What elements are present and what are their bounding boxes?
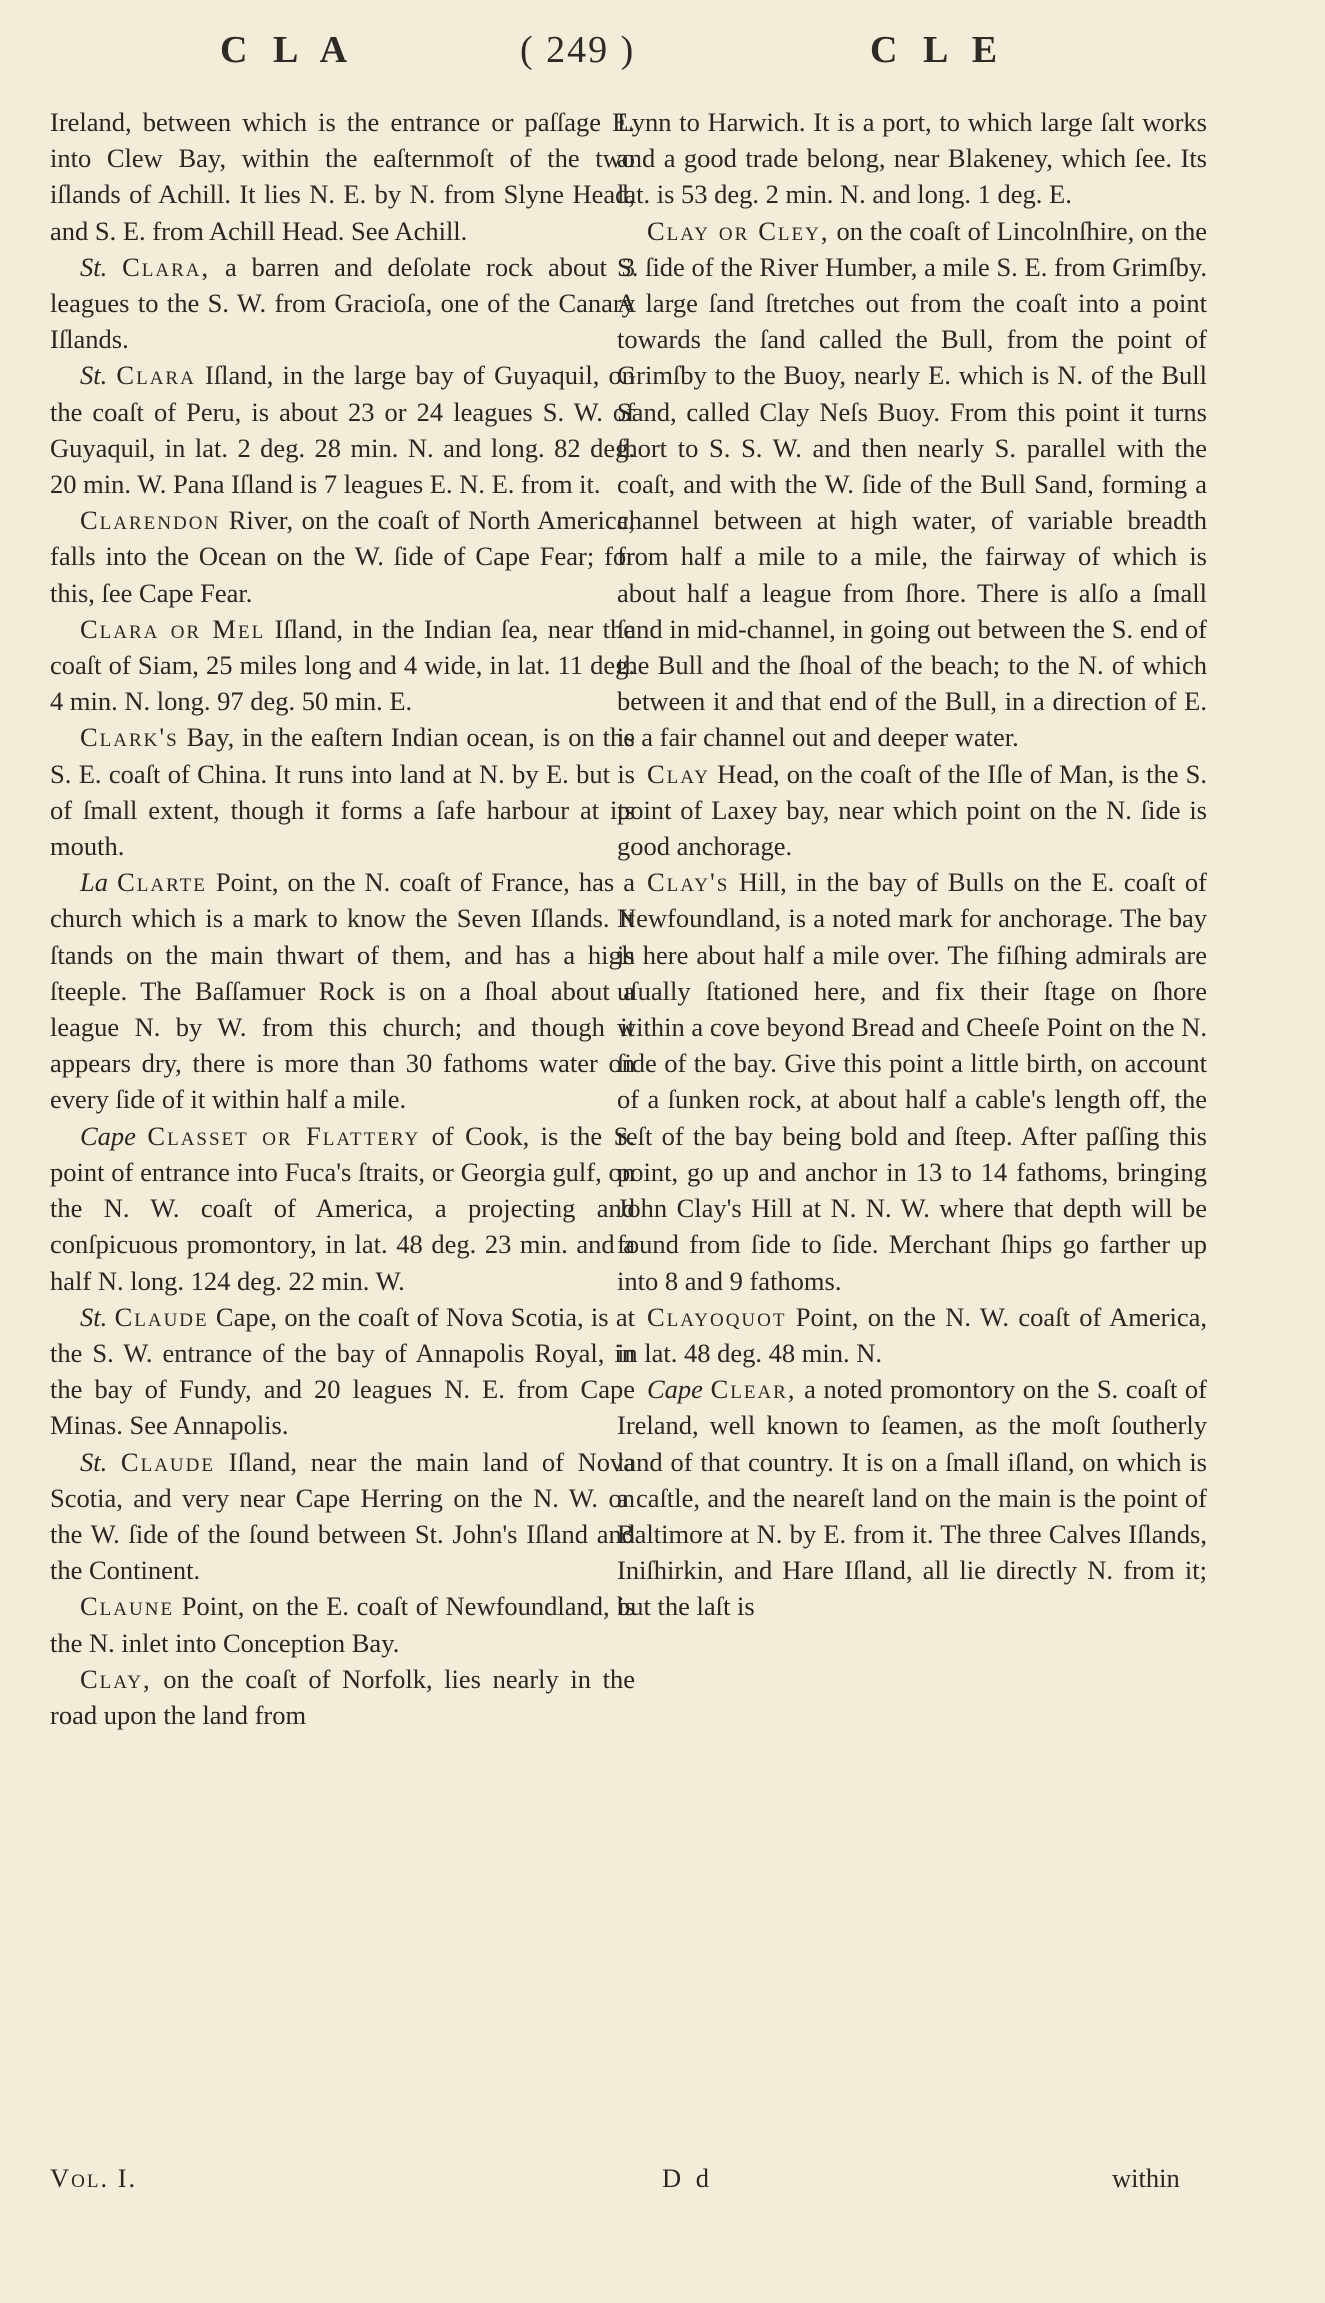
gazetteer-entry (50, 1588, 635, 1660)
header-right-guide: C L E (870, 29, 1006, 71)
entry-headword: Clara or Mel (80, 613, 266, 644)
entry-text: Hill, in the bay of Bulls on the E. coaſt of Newfoundland, is a noted mark for anchorage. The bay is here about half a mile over. The fiſhing admirals are uſually ſtationed here, and fix their ſtage on ſhore within a cove beyond Bread and Cheeſe Point on the N. ſide of the bay. Give this point a little birth, on account of a ſunken rock, at about half a cable's length off, the reſt of the bay being bold and ſteep. After paſſing this point, go up and anchor in 13 to 14 fathoms, bringing John Clay's Hill at N. N. W. where that depth will be found from ſide to ſide. Merchant ſhips go farther up into 8 and 9 fathoms. (617, 867, 1207, 1296)
gazetteer-entry (617, 213, 1207, 756)
gazetteer-entry (50, 357, 635, 502)
entry-text: Ireland, between which is the entrance or paſſage E. into Clew Bay, within the eaſternmoſt of the two iſlands of Achill. It lies N. E. by N. from Slyne Head, and S. E. from Achill Head. See Achill. (50, 107, 635, 246)
entry-headword: Clayoquot (647, 1301, 787, 1332)
volume-mark: Vol. I. (50, 2163, 138, 2193)
entry-text: Iſland, in the large bay of Guyaquil, on the coaſt of Peru, is about 23 or 24 leagues S. W. of Guyaquil, in lat. 2 deg. 28 min. N. and long. 82 deg. 20 min. W. Pana Iſland is 7 leagues E. N. E. from it. (50, 360, 635, 500)
gazetteer-entry (50, 1299, 635, 1444)
entry-text: Cape, on the coaſt of Nova Scotia, is at the S. W. entrance of the bay of Annapolis Royal, in the bay of Fundy, and 20 leagues N. E. from Cape Minas. See Annapolis. (50, 1301, 635, 1441)
entry-headword: Clay's (647, 867, 730, 898)
entry-headword: Clay or Cley, (647, 215, 830, 246)
entry-text: Point, on the N. coaſt of France, has a church which is a mark to know the Seven Iſlands. It ſtands on the main thwart of them, and has a high ſteeple. The Baſſamuer Rock is on a ſhoal about a league N. by W. from this church; and though it appears dry, there is more than 30 fathoms water on every ſide of it within half a mile. (50, 867, 636, 1115)
gazetteer-entry (50, 1444, 635, 1589)
gazetteer-entry (617, 1371, 1207, 1624)
entry-headword: Claude (120, 1446, 215, 1477)
entry-headword: Clara (116, 360, 196, 391)
entry-prefix: Cape (647, 1374, 703, 1405)
entry-headword: Clarendon (80, 505, 221, 536)
gazetteer-entry (50, 249, 635, 358)
entry-text: River, on the coaſt of North America, falls into the Ocean on the W. ſide of Cape Fear; for this, ſee Cape Fear. (50, 505, 635, 608)
entry-text: on the coaſt of Lincolnſhire, on the S. ſide of the River Humber, a mile S. E. from Grimſby. A large ſand ſtretches out from the coaſt into a point towards the ſand called the Bull, from the point of Grimſby to the Buoy, nearly E. which is N. of the Bull Sand, called Clay Neſs Buoy. From this point it turns ſhort to S. S. W. and then nearly S. parallel with the coaſt, and with the W. ſide of the Bull Sand, forming a channel between at high water, of variable breadth from half a mile to a mile, the fairway of which is about half a league from ſhore. There is alſo a ſmall ſand in mid-channel, in going out between the S. end of the Bull and the ſhoal of the beach; to the N. of which between it and that end of the Bull, in a direction of E. is a fair channel out and deeper water. (617, 215, 1208, 753)
entry-text: Iſland, in the Indian ſea, near the coaſt of Siam, 25 miles long and 4 wide, in lat. 11 deg. 4 min. N. long. 97 deg. 50 min. E. (50, 613, 635, 717)
entry-headword: Clara, (122, 251, 211, 282)
entry-prefix: St. (80, 1446, 108, 1477)
entry-headword: Clay (647, 758, 710, 789)
entry-headword: Claune (80, 1591, 175, 1622)
gazetteer-entry (50, 864, 635, 1117)
gazetteer-entry (50, 1661, 635, 1733)
entry-text: Lynn to Harwich. It is a port, to which large ſalt works and a good trade belong, near Blakeney, which ſee. Its lat. is 53 deg. 2 min. N. and long. 1 deg. E. (617, 107, 1207, 210)
gazetteer-entry (50, 502, 635, 611)
catchword: within (1112, 2163, 1180, 2193)
entry-prefix: St. (80, 1301, 108, 1332)
gazetteer-entry (50, 1118, 635, 1299)
entry-text: a barren and deſolate rock about 3 leagues to the S. W. from Gracioſa, one of the Canary Iſlands. (50, 251, 635, 355)
entry-headword: Clear, (710, 1374, 797, 1405)
entry-headword: Clark's (80, 722, 179, 753)
entry-text: of Cook, is the S. point of entrance into Fuca's ſtraits, or Georgia gulf, on the N. W. coaſt of America, a projecting and conſpicuous promontory, in lat. 48 deg. 23 min. and a half N. long. 124 deg. 22 min. W. (50, 1120, 636, 1296)
entry-prefix: St. (80, 360, 108, 391)
entry-headword: Clarte (117, 867, 207, 898)
gazetteer-entry (50, 719, 635, 864)
continued-text (50, 104, 635, 249)
page-number: ( 249 ) (520, 29, 636, 71)
gazetteer-entry (617, 1299, 1207, 1371)
entry-prefix: La (80, 867, 108, 898)
header-left-guide: C L A (220, 29, 356, 71)
entry-prefix: Cape (80, 1120, 136, 1151)
gazetteer-entry (617, 864, 1207, 1298)
entry-text: Iſland, near the main land of Nova Scotia, and very near Cape Herring on the N. W. on the W. ſide of the ſound between St. John's Iſland and the Continent. (50, 1446, 636, 1586)
continued-text (617, 104, 1207, 213)
entry-text: Bay, in the eaſtern Indian ocean, is on the S. E. coaſt of China. It runs into land at N. by E. but is of ſmall extent, though it forms a ſafe harbour at its mouth. (50, 722, 635, 862)
entry-text: on the coaſt of Norfolk, lies nearly in the road upon the land from (50, 1663, 635, 1730)
entry-text: Point, on the E. coaſt of Newfoundland, is the N. inlet into Conception Bay. (50, 1591, 635, 1658)
entry-headword: Claude (114, 1301, 209, 1332)
right-column (617, 104, 1207, 1625)
gazetteer-entry (50, 611, 635, 720)
entry-text: Head, on the coaſt of the Iſle of Man, is the S. point of Laxey bay, near which point on the N. ſide is good anchorage. (617, 758, 1207, 862)
entry-headword: Classet or Flattery (147, 1120, 421, 1151)
signature-mark: D d (662, 2163, 714, 2193)
entry-text: a noted promontory on the S. coaſt of Ireland, well known to ſeamen, as the moſt ſoutherly land of that country. It is on a ſmall iſland, on which is a caſtle, and the neareſt land on the main is the point of Baltimore at N. by E. from it. The three Calves Iſlands, Iniſhirkin, and Hare Iſland, all lie directly N. from it; but the laſt is (617, 1374, 1207, 1622)
entry-headword: Clay, (80, 1663, 152, 1694)
entry-text: Point, on the N. W. coaſt of America, in lat. 48 deg. 48 min. N. (617, 1301, 1207, 1368)
left-column (50, 104, 635, 1733)
gazetteer-entry (617, 756, 1207, 865)
entry-prefix: St. (80, 251, 108, 282)
